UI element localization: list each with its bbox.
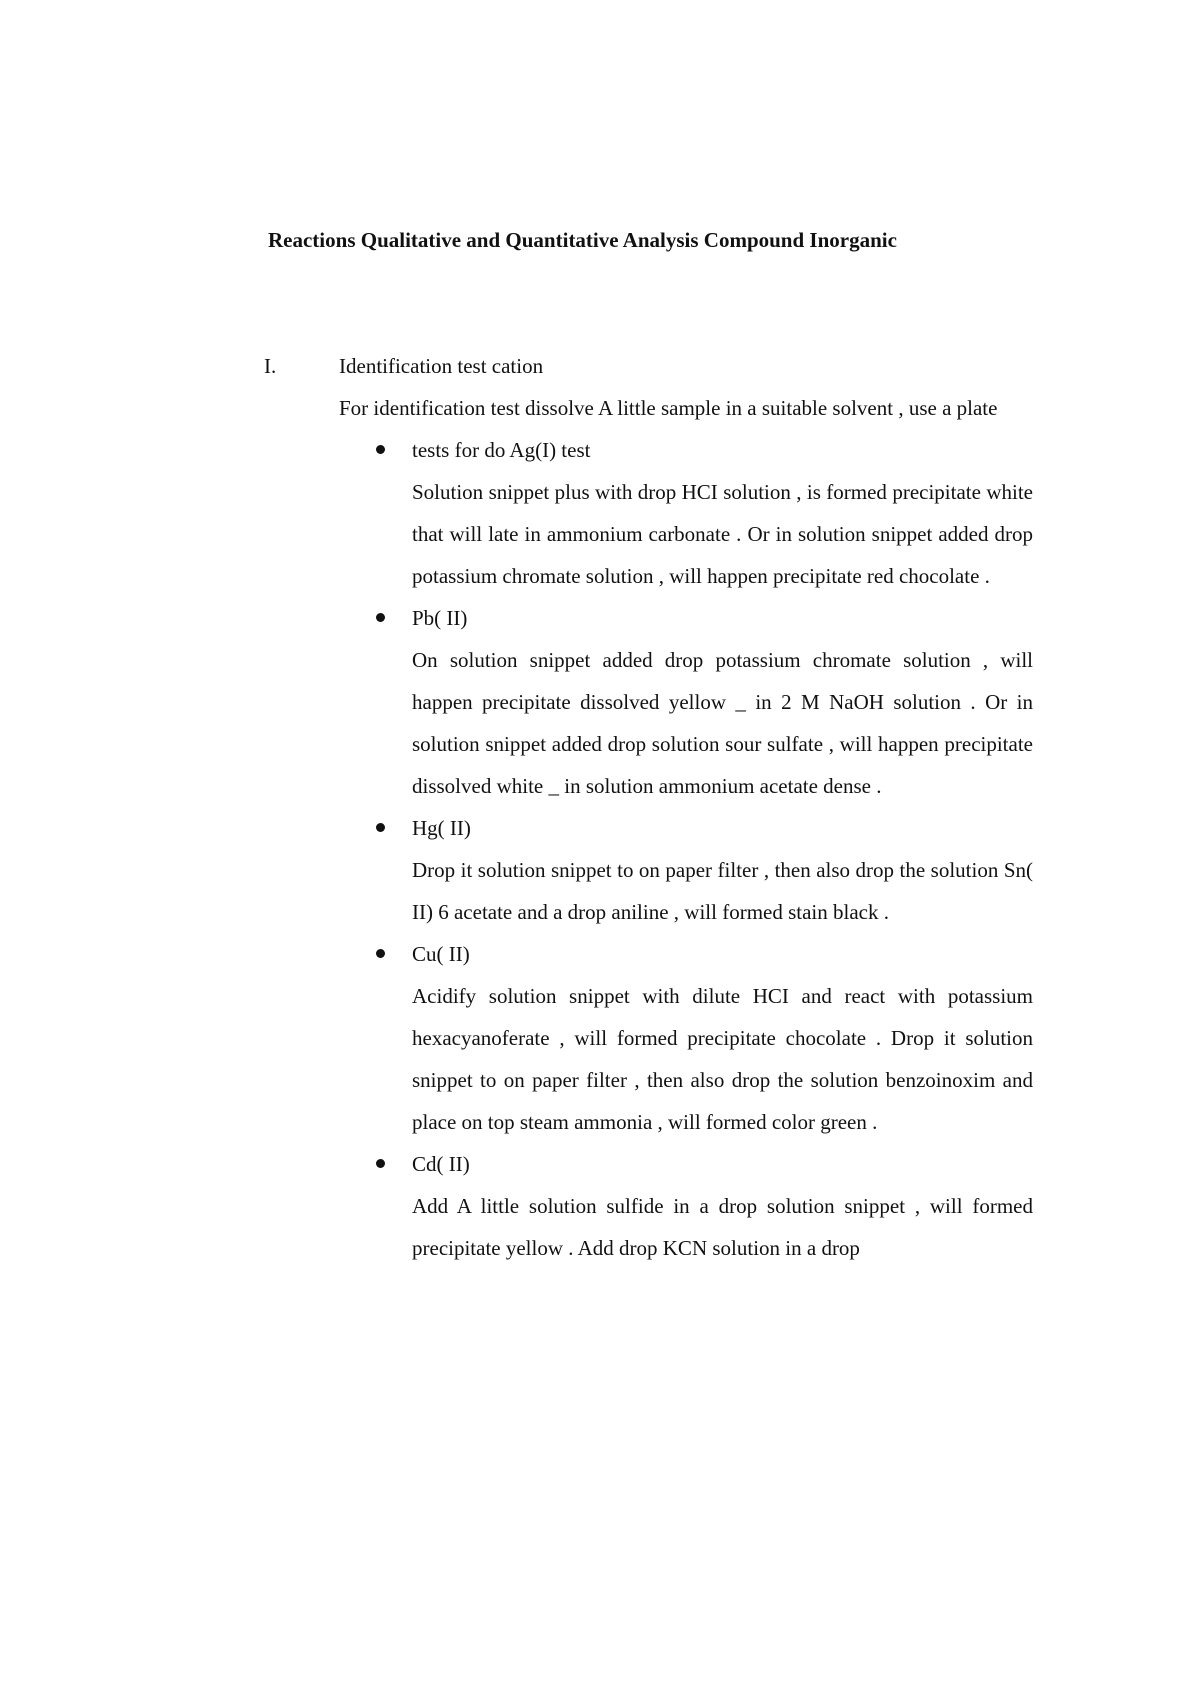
- item-label: Hg( II): [412, 816, 471, 840]
- cation-test-list: [339, 429, 1033, 1269]
- bullet-icon: [376, 445, 385, 454]
- list-item-pb: [339, 597, 1033, 807]
- bullet-icon: [376, 613, 385, 622]
- list-item-hg: [339, 807, 1033, 933]
- list-item-cu: [339, 933, 1033, 1143]
- list-item-cd: [339, 1143, 1033, 1269]
- item-label: Pb( II): [412, 606, 468, 630]
- section-body: [339, 345, 1033, 1269]
- item-label: Cu( II): [412, 942, 470, 966]
- item-text: Drop it solution snippet to on paper filter , then also drop the solution Sn( II) 6 acetate and a drop aniline , will formed stain black .: [412, 858, 1033, 924]
- bullet-icon: [376, 1159, 385, 1168]
- item-label: tests for do Ag(I) test: [412, 438, 591, 462]
- bullet-icon: [376, 949, 385, 958]
- section-numeral: I.: [264, 354, 277, 378]
- section-heading: Identification test cation: [339, 354, 544, 378]
- item-text: On solution snippet added drop potassium chromate solution , will happen precipitate dissolved yellow _ in 2 M NaOH solution . Or in solution snippet added drop solution sour sulfate , will happen precipitate dissolved white _ in solution ammonium acetate dense .: [412, 648, 1033, 798]
- item-text: Acidify solution snippet with dilute HCI and react with potassium hexacyanoferate , will formed precipitate chocolate . Drop it solution snippet to on paper filter , then also drop the solution benzoinoxim and place on top steam ammonia , will formed color green .: [412, 984, 1033, 1134]
- section-intro: For identification test dissolve A little sample in a suitable solvent , use a plate: [339, 396, 998, 420]
- item-text: Solution snippet plus with drop HCI solution , is formed precipitate white that will late in ammonium carbonate . Or in solution snippet added drop potassium chromate solution , will happen precipitate red chocolate .: [412, 480, 1033, 588]
- document-title: Reactions Qualitative and Quantitative Analysis Compound Inorganic: [268, 228, 897, 252]
- list-item-ag: [339, 429, 1033, 597]
- item-text: Add A little solution sulfide in a drop solution snippet , will formed precipitate yellow . Add drop KCN solution in a drop: [412, 1194, 1033, 1260]
- item-label: Cd( II): [412, 1152, 470, 1176]
- bullet-icon: [376, 823, 385, 832]
